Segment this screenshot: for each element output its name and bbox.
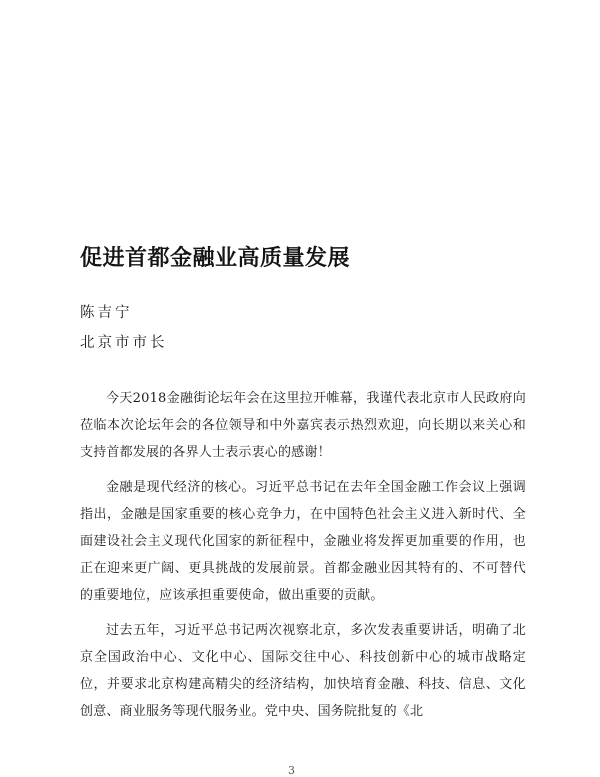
article-body bbox=[80, 385, 526, 733]
paragraph-2: 金融是现代经济的核心。习近平总书记在去年全国金融工作会议上强调指出，金融是国家重要的核心竞争力，在中国特色社会主义进入新时代、全面建设社会主义现代化国家的新征程中，金融业将发挥更加重要的作用，也正在迎来更广阔、更具挑战的发展前景。首都金融业因其特有的、不可替代的重要地位，应该承担重要使命，做出重要的贡献。 bbox=[80, 480, 526, 603]
author-name: 陈吉宁 bbox=[80, 305, 133, 321]
paragraph-3: 过去五年，习近平总书记两次视察北京，多次发表重要讲话，明确了北京全国政治中心、文化中心、国际交往中心、科技创新中心的城市战略定位，并要求北京构建高精尖的经济结构，加快培育金融、科技、信息、文化创意、商业服务等现代服务业。党中央、国务院批复的《北 bbox=[80, 623, 526, 719]
page-number: 3 bbox=[288, 764, 295, 777]
article-title: 促进首都金融业高质量发展 bbox=[80, 246, 351, 271]
paragraph-1: 今天2018金融街论坛年会在这里拉开帷幕，我谨代表北京市人民政府向莅临本次论坛年会的各位领导和中外嘉宾表示热烈欢迎，向长期以来关心和支持首都发展的各界人士表示衷心的感谢！ bbox=[80, 391, 526, 460]
author-affiliation: 北京市市长 bbox=[80, 335, 168, 351]
